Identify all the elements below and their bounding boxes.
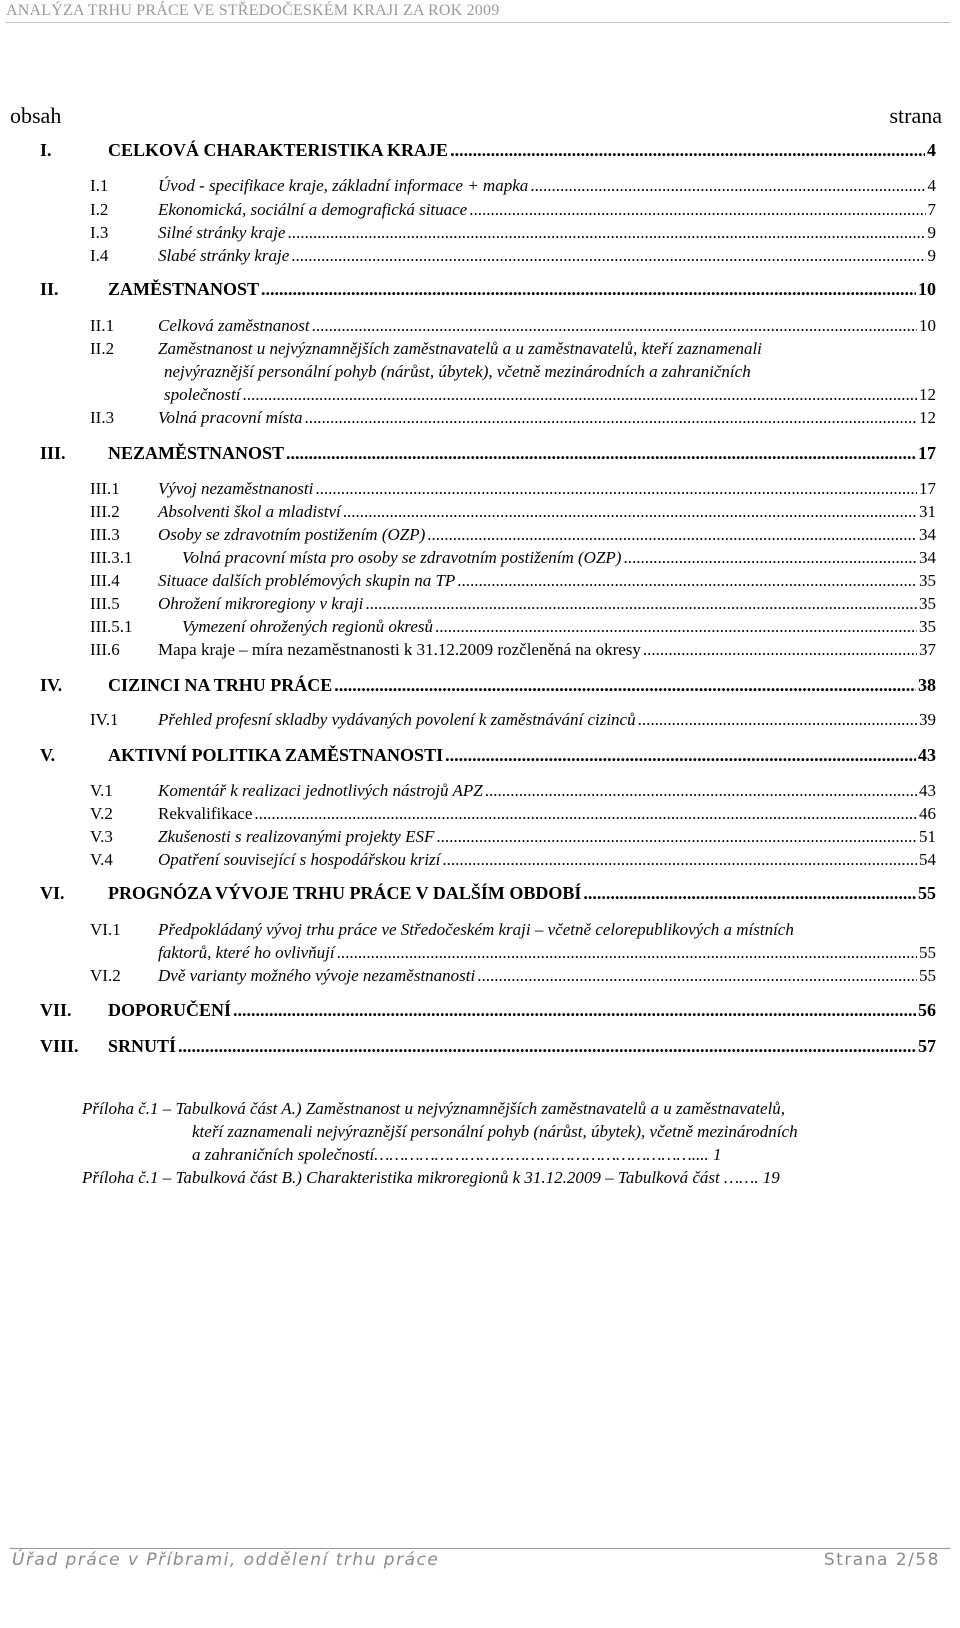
- toc-item-multiline[interactable]: [90, 920, 936, 968]
- page-number: 17: [919, 479, 936, 498]
- page-number: 12: [919, 408, 936, 427]
- section-title-line-2: [158, 943, 936, 963]
- chapter-number: VII.: [40, 1000, 72, 1020]
- page-number: 35: [919, 617, 936, 636]
- annex-b-line[interactable]: Příloha č.1 – Tabulková část B.) Charakteristika mikroregionů k 31.12.2009 – Tabulková část ……. 19: [82, 1168, 780, 1187]
- annex-a-line-1[interactable]: Příloha č.1 – Tabulková část A.) Zaměstnanost u nejvýznamnějších zaměstnavatelů a u zaměstnavatelů,: [82, 1099, 786, 1118]
- chapter-number: III.: [40, 443, 66, 463]
- leader-dots: [291, 246, 925, 266]
- section-title-line-2: nejvýraznější personální pohyb (nárůst, úbytek), včetně mezinárodních a zahraničních: [164, 362, 751, 381]
- section-title: Vymezení ohrožených regionů okresů: [182, 617, 434, 636]
- footer-page-number: Strana 2/58: [823, 1550, 940, 1570]
- section-title: Dvě varianty možného vývoje nezaměstnanosti: [158, 966, 476, 985]
- section-title: Ekonomická, sociální a demografická situace: [158, 200, 468, 219]
- chapter-number: IV.: [40, 675, 63, 695]
- section-title: Celková zaměstnanost: [158, 316, 310, 335]
- leader-dots: [477, 966, 917, 986]
- chapter-title: ZAMĚSTNANOST: [108, 279, 260, 299]
- page-number: 10: [918, 279, 936, 299]
- section-title: Ohrožení mikroregiony v kraji: [158, 594, 364, 613]
- page-number: 43: [918, 745, 936, 765]
- section-title: Úvod - specifikace kraje, základní informace + mapka: [158, 176, 529, 195]
- leader-dots: [315, 479, 917, 499]
- section-title: Silné stránky kraje: [158, 223, 286, 242]
- chapter-number: VIII.: [40, 1036, 79, 1056]
- leader-dots: [286, 443, 916, 464]
- toc-item[interactable]: [90, 525, 936, 545]
- footer-divider: [10, 1548, 950, 1549]
- toc-item[interactable]: [90, 223, 936, 243]
- section-number: III.5: [90, 594, 120, 613]
- toc-item[interactable]: [90, 571, 936, 591]
- leader-dots: [305, 408, 918, 428]
- leader-dots: [643, 640, 917, 660]
- page-number: 35: [919, 594, 936, 613]
- section-number: I.4: [90, 246, 109, 265]
- section-title-line-1: Zaměstnanost u nejvýznamnějších zaměstnavatelů a u zaměstnavatelů, kteří zaznamenali: [158, 339, 762, 358]
- leader-dots: [638, 710, 917, 730]
- page-number: 38: [918, 675, 936, 695]
- page-number: 55: [918, 883, 936, 903]
- toc-item-multiline[interactable]: [90, 339, 936, 411]
- page-number: 39: [919, 710, 936, 729]
- section-number: III.6: [90, 640, 120, 659]
- toc-chapter-8[interactable]: [40, 1036, 936, 1057]
- section-number: VI.1: [90, 920, 121, 939]
- chapter-title: CELKOVÁ CHARAKTERISTIKA KRAJE: [108, 140, 449, 160]
- chapter-title: DOPORUČENÍ: [108, 1000, 232, 1020]
- section-number: IV.1: [90, 710, 119, 729]
- section-number: I.3: [90, 223, 109, 242]
- page-number: 34: [919, 548, 936, 567]
- section-number: III.1: [90, 479, 120, 498]
- leader-dots: [450, 140, 925, 161]
- section-number: III.4: [90, 571, 120, 590]
- toc-item[interactable]: [90, 479, 936, 499]
- toc-chapter-6[interactable]: [40, 883, 936, 904]
- section-title: Slabé stránky kraje: [158, 246, 290, 265]
- chapter-title: PROGNÓZA VÝVOJE TRHU PRÁCE V DALŠÍM OBDOBÍ: [108, 883, 582, 903]
- section-title: Rekvalifikace: [158, 804, 253, 823]
- chapter-title: NEZAMĚSTNANOST: [108, 443, 285, 463]
- toc-item[interactable]: [90, 850, 936, 870]
- page-number: 7: [927, 200, 936, 219]
- toc-item[interactable]: [90, 827, 936, 847]
- leader-dots: [243, 385, 918, 405]
- section-title: Opatření související s hospodářskou krizí: [158, 850, 441, 869]
- section-title: Vývoj nezaměstnanosti: [158, 479, 314, 498]
- toc-item[interactable]: [90, 640, 936, 660]
- section-title-line-3: [164, 385, 936, 405]
- section-number: III.5.1: [90, 617, 133, 636]
- section-number: III.3.1: [90, 548, 133, 567]
- leader-dots: [442, 850, 917, 870]
- section-number: III.3: [90, 525, 120, 544]
- leader-dots: [365, 594, 917, 614]
- section-number: V.1: [90, 781, 113, 800]
- page-number: 31: [919, 502, 936, 521]
- toc-item[interactable]: [90, 594, 936, 614]
- page-number: 4: [927, 140, 936, 160]
- leader-dots: [233, 1000, 916, 1021]
- page-number: 54: [919, 850, 936, 869]
- chapter-title: CIZINCI NA TRHU PRÁCE: [108, 675, 333, 695]
- section-number: III.2: [90, 502, 120, 521]
- toc-item[interactable]: [90, 200, 936, 220]
- leader-dots: [623, 548, 917, 568]
- leader-dots: [583, 883, 916, 904]
- leader-dots: [436, 827, 917, 847]
- toc-item[interactable]: [90, 408, 936, 428]
- toc-item[interactable]: [90, 176, 936, 196]
- section-title-line-1: Předpokládaný vývoj trhu práce ve Středočeském kraji – včetně celorepublikových a místních: [158, 920, 794, 939]
- page-number: 9: [927, 223, 936, 242]
- page-number: 9: [927, 246, 936, 265]
- toc-item[interactable]: [90, 548, 936, 568]
- page-number: 55: [919, 966, 936, 985]
- leader-dots: [312, 316, 917, 336]
- section-title: Zkušenosti s realizovanými projekty ESF: [158, 827, 435, 846]
- toc-chapter-7[interactable]: [40, 1000, 936, 1021]
- leader-dots: [343, 502, 917, 522]
- leader-dots: [530, 176, 925, 196]
- page-number: 12: [919, 385, 936, 404]
- toc-item[interactable]: [90, 710, 936, 730]
- header-divider: [6, 22, 950, 23]
- section-number: V.2: [90, 804, 113, 823]
- section-title-end: faktorů, které ho ovlivňují: [158, 943, 335, 962]
- section-number: I.1: [90, 176, 109, 195]
- chapter-number: VI.: [40, 883, 65, 903]
- section-number: II.1: [90, 316, 115, 335]
- leader-dots: [427, 525, 917, 545]
- chapter-title: AKTIVNÍ POLITIKA ZAMĚSTNANOSTI: [108, 745, 444, 765]
- section-title: Komentář k realizaci jednotlivých nástrojů APZ: [158, 781, 483, 800]
- section-title: Situace dalších problémových skupin na TP: [158, 571, 456, 590]
- section-title: Přehled profesní skladby vydávaných povolení k zaměstnávání cizinců: [158, 710, 636, 729]
- section-title: Mapa kraje – míra nezaměstnanosti k 31.12.2009 rozčleněná na okresy: [158, 640, 641, 659]
- leader-dots: [485, 781, 917, 801]
- page-number: 34: [919, 525, 936, 544]
- leader-dots: [337, 943, 917, 963]
- toc-chapter-3[interactable]: [40, 443, 936, 464]
- toc-item[interactable]: [90, 804, 936, 824]
- running-header: ANALÝZA TRHU PRÁCE VE STŘEDOČESKÉM KRAJI ZA ROK 2009: [6, 2, 500, 19]
- toc-item[interactable]: [90, 502, 936, 522]
- section-number: V.4: [90, 850, 113, 869]
- chapter-number: I.: [40, 140, 52, 160]
- toc-item[interactable]: [90, 966, 936, 986]
- section-number: V.3: [90, 827, 113, 846]
- section-title: Osoby se zdravotním postižením (OZP): [158, 525, 426, 544]
- section-number: VI.2: [90, 966, 121, 985]
- page-number: 56: [918, 1000, 936, 1020]
- leader-dots: [261, 279, 916, 300]
- annex-a-line-2: kteří zaznamenali nejvýraznější personální pohyb (nárůst, úbytek), včetně mezinárodních: [192, 1122, 798, 1141]
- page-number: 43: [919, 781, 936, 800]
- section-number: I.2: [90, 200, 109, 219]
- page-number: 37: [919, 640, 936, 659]
- page-number: 4: [927, 176, 936, 195]
- chapter-title: SRNUTÍ: [108, 1036, 177, 1056]
- toc-item[interactable]: [90, 316, 936, 336]
- section-number: II.2: [90, 339, 115, 358]
- chapter-number: V.: [40, 745, 56, 765]
- leader-dots: [334, 675, 916, 696]
- chapter-number: II.: [40, 279, 59, 299]
- section-number: II.3: [90, 408, 115, 427]
- page-column-heading: strana: [889, 103, 942, 128]
- leader-dots: [287, 223, 925, 243]
- toc-heading: obsah: [10, 103, 62, 128]
- leader-dots: [445, 745, 916, 766]
- page-number: 57: [918, 1036, 936, 1056]
- page-number: 35: [919, 571, 936, 590]
- toc-item[interactable]: [90, 781, 936, 801]
- toc-item[interactable]: [90, 246, 936, 266]
- section-title-end: společností: [164, 385, 241, 404]
- page-number: 51: [919, 827, 936, 846]
- toc-item[interactable]: [90, 617, 936, 637]
- section-title: Absolventi škol a mladiství: [158, 502, 341, 521]
- leader-dots: [457, 571, 917, 591]
- section-title: Volná pracovní místa: [158, 408, 303, 427]
- footer-office: Úřad práce v Příbrami, oddělení trhu práce: [12, 1550, 440, 1570]
- leader-dots: [254, 804, 917, 824]
- toc-chapter-5[interactable]: [40, 745, 936, 766]
- toc-chapter-1[interactable]: [40, 140, 936, 161]
- page-number: 46: [919, 804, 936, 823]
- leader-dots: [469, 200, 925, 220]
- page-number: 55: [919, 943, 936, 962]
- page-number: 10: [919, 316, 936, 335]
- annex-a-line-3: a zahraničních společností……………………………………………………….... 1: [192, 1145, 722, 1164]
- toc-chapter-2[interactable]: [40, 279, 936, 300]
- section-title: Volná pracovní místa pro osoby se zdravotním postižením (OZP): [182, 548, 622, 567]
- toc-chapter-4[interactable]: [40, 675, 936, 696]
- page-number: 17: [918, 443, 936, 463]
- leader-dots: [178, 1036, 916, 1057]
- leader-dots: [435, 617, 917, 637]
